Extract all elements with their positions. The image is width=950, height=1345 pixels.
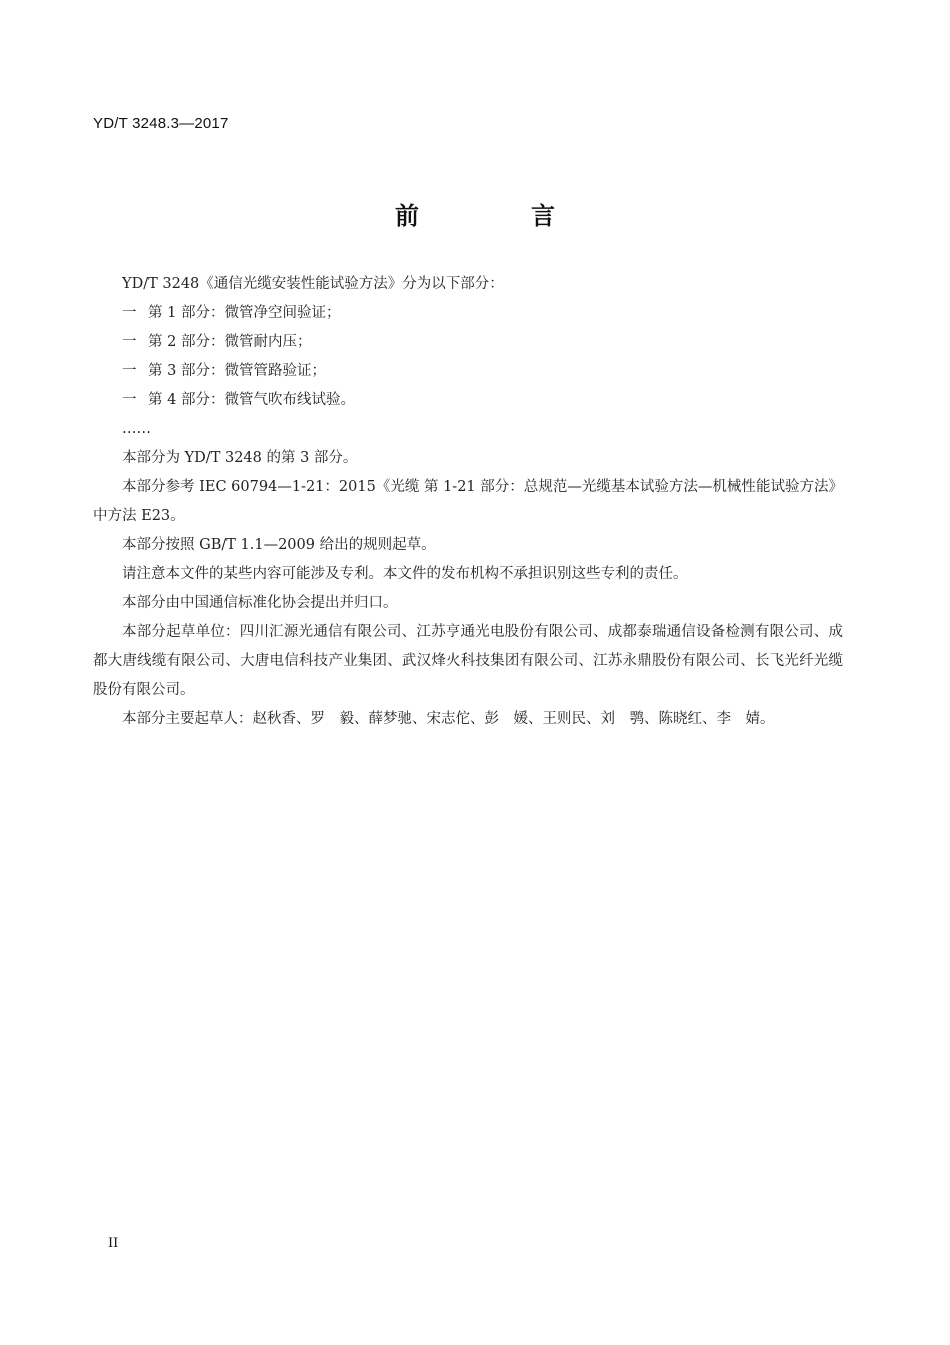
- paragraph-proposer: 本部分由中国通信标准化协会提出并归口。: [122, 595, 398, 611]
- paragraph-patent-notice: 请注意本文件的某些内容可能涉及专利。本文件的发布机构不承担识别这些专利的责任。: [122, 566, 688, 582]
- list-ellipsis: ……: [122, 421, 151, 437]
- paragraph-drafting-units: 本部分起草单位：四川汇源光通信有限公司、江苏亨通光电股份有限公司、成都泰瑞通信设备检测有限公司、成都大唐线缆有限公司、大唐电信科技产业集团、武汉烽火科技集团有限公司、江苏永鼎股份有限公司、长飞光纤光缆股份有限公司。: [93, 624, 843, 698]
- list-dash: 一: [122, 392, 137, 408]
- list-item-text: 第 2 部分：微管耐内压；: [148, 334, 312, 350]
- standard-code: YD/T 3248.3—2017: [93, 115, 229, 132]
- page-title: 前 言: [395, 202, 599, 230]
- document-body: [93, 270, 843, 734]
- intro-paragraph: YD/T 3248《通信光缆安装性能试验方法》分为以下部分：: [122, 276, 504, 292]
- list-item-text: 第 4 部分：微管气吹布线试验。: [148, 392, 355, 408]
- list-dash: 一: [122, 305, 137, 321]
- paragraph-reference: 本部分参考 IEC 60794—1-21：2015《光缆 第 1-21 部分：总规范—光缆基本试验方法—机械性能试验方法》中方法 E23。: [93, 479, 843, 524]
- paragraph-drafting-rules: 本部分按照 GB/T 1.1—2009 给出的规则起草。: [122, 537, 436, 553]
- paragraph-drafters: 本部分主要起草人：赵秋香、罗 毅、薛梦驰、宋志佗、彭 媛、王则民、刘 鹗、陈晓红、李 婧。: [122, 711, 775, 727]
- list-item: [93, 357, 843, 386]
- list-item: [93, 328, 843, 357]
- list-item: [93, 386, 843, 415]
- list-dash: 一: [122, 334, 137, 350]
- list-item-text: 第 3 部分：微管管路验证；: [148, 363, 326, 379]
- list-dash: 一: [122, 363, 137, 379]
- page-number: II: [108, 1236, 119, 1251]
- paragraph-part-scope: 本部分为 YD/T 3248 的第 3 部分。: [122, 450, 358, 466]
- list-item: [93, 299, 843, 328]
- list-item-text: 第 1 部分：微管净空间验证；: [148, 305, 341, 321]
